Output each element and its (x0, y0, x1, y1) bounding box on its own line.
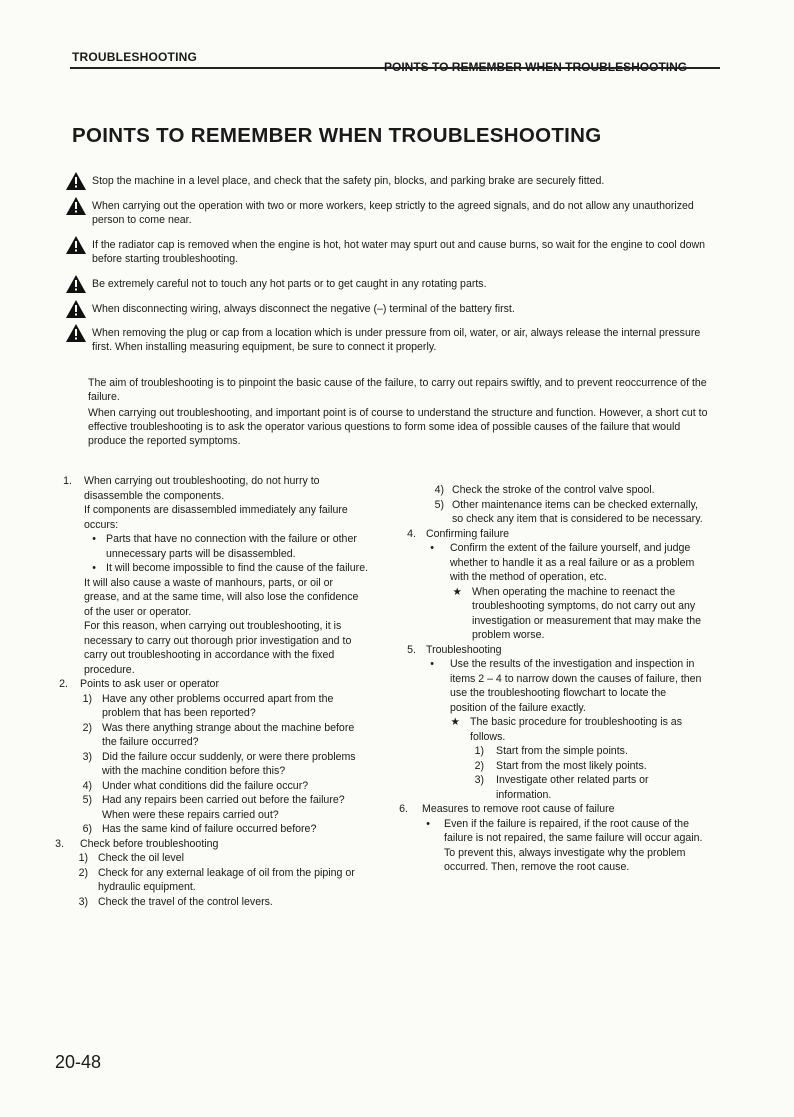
list-text: Have any other problems occurred apart from the problem that has been reported? (102, 692, 334, 719)
list-item (58, 866, 370, 895)
warning-text: When removing the plug or cap from a location which is under pressure from oil, water, or air, always release the internal pressure first. When installing measuring equipment, be sure to connect it properly. (92, 327, 701, 353)
list-item (400, 657, 704, 715)
list-item (58, 793, 370, 808)
bullet-marker: • (430, 658, 434, 670)
warning-text: If the radiator cap is removed when the engine is hot, hot water may spurt out and cause burns, so wait for the engine to cool down before starting troubleshooting. (92, 239, 706, 265)
list-marker: 1. (63, 475, 72, 487)
list-marker: 5) (82, 794, 92, 806)
list-item (400, 744, 704, 759)
list-marker: 3) (82, 750, 92, 763)
list-marker: 2) (82, 721, 92, 734)
star-note-icon: ★ (452, 585, 462, 598)
list-text: Confirm the extent of the failure yourself, and judge whether to handle it as a real failure or as a problem with the method of operation, etc. (450, 542, 695, 583)
warning-text: When carrying out the operation with two or more workers, keep strictly to the agreed signals, and do not allow any unauthorized person to come near. (92, 200, 694, 226)
list-item (400, 483, 704, 498)
list-item (58, 692, 370, 721)
star-note-icon: ★ (450, 716, 460, 728)
list-item (58, 895, 370, 910)
warning-item (66, 199, 716, 227)
list-marker: 5. (407, 643, 416, 656)
list-marker: 3. (55, 837, 64, 850)
left-column (55, 474, 370, 909)
header-section-label: TROUBLESHOOTING (72, 50, 197, 64)
list-item (400, 817, 704, 846)
list-item (58, 750, 370, 779)
list-item (58, 532, 370, 561)
list-marker: 5) (434, 498, 444, 511)
list-item (58, 561, 370, 576)
list-marker: 4) (82, 779, 92, 792)
list-text: Points to ask user or operator (80, 678, 219, 690)
list-item (400, 773, 704, 802)
list-item (400, 527, 704, 542)
list-text: Confirming failure (426, 527, 510, 540)
list-text: When carrying out troubleshooting, do not hurry to disassemble the components. (84, 475, 320, 502)
list-item (58, 822, 370, 837)
list-text: For this reason, when carrying out troubleshooting, it is necessary to carry out thorough prior investigation and to carry out troubleshooting in accordance with the fixed procedure. (84, 620, 352, 676)
warning-triangle-icon (66, 197, 86, 215)
list-item (58, 619, 370, 677)
list-text: Has the same kind of failure occurred before? (102, 823, 317, 835)
page-title: POINTS TO REMEMBER WHEN TROUBLESHOOTING (72, 124, 602, 147)
list-item (58, 808, 370, 823)
warning-item (66, 174, 716, 188)
list-item (58, 779, 370, 794)
list-marker: 1) (82, 692, 92, 705)
warning-text: When disconnecting wiring, always disconnect the negative (–) terminal of the battery first. (92, 303, 515, 315)
list-marker: 2) (474, 759, 484, 772)
warning-triangle-icon (66, 236, 86, 254)
list-marker: 3) (474, 774, 484, 786)
list-item (400, 498, 704, 527)
list-text: When were these repairs carried out? (102, 808, 279, 821)
list-text: Check for any external leakage of oil from the piping or hydraulic equipment. (98, 866, 355, 893)
list-marker: 1) (78, 852, 88, 864)
list-text: It will also cause a waste of manhours, parts, or oil or grease, and at the same time, will also lose the confidence of the user or operator. (84, 576, 359, 618)
list-text: The basic procedure for troubleshooting is as follows. (470, 716, 682, 743)
bullet-marker: • (426, 817, 430, 830)
bullet-marker: • (430, 542, 434, 554)
list-text: Check the travel of the control levers. (98, 895, 273, 908)
list-text: Check before troubleshooting (80, 837, 219, 850)
list-marker: 2. (59, 678, 68, 690)
list-text: When operating the machine to reenact the troubleshooting symptoms, do not carry out any investigation or measurement that may make the problem worse. (472, 585, 702, 641)
list-text: If components are disassembled immediately any failure occurs: (84, 504, 348, 531)
warning-triangle-icon (66, 324, 86, 342)
list-marker: 6) (82, 823, 92, 835)
list-text: Troubleshooting (426, 643, 502, 656)
list-marker: 3) (78, 895, 88, 908)
warning-triangle-icon (66, 275, 86, 293)
list-text: Check the stroke of the control valve spool. (452, 484, 655, 496)
bullet-marker: • (92, 533, 96, 545)
list-item (400, 802, 704, 817)
list-text: Check the oil level (98, 852, 184, 864)
list-item (400, 541, 704, 585)
header-divider (70, 67, 720, 69)
warning-triangle-icon (66, 172, 86, 190)
list-marker: 4. (407, 527, 416, 540)
list-item (400, 846, 704, 875)
list-item (400, 585, 704, 643)
list-item (58, 503, 370, 532)
list-text: Other maintenance items can be checked externally, so check any item that is considered to be necessary. (452, 498, 703, 525)
list-item (58, 474, 370, 503)
list-marker: 2) (78, 866, 88, 879)
warning-item (66, 238, 716, 266)
intro-paragraph: The aim of troubleshooting is to pinpoint the basic cause of the failure, to carry out repairs swiftly, and to prevent reoccurrence of the failure. (88, 377, 707, 403)
list-marker: 6. (399, 803, 408, 815)
list-item (400, 715, 704, 744)
list-text: Use the results of the investigation and inspection in items 2 – 4 to narrow down the causes of failure, then use the troubleshooting flowchart to locate the position of the failure exactly. (450, 658, 702, 714)
list-item (58, 677, 370, 692)
list-marker: 1) (474, 745, 484, 757)
list-item (58, 851, 370, 866)
list-text: It will become impossible to find the cause of the failure. (106, 562, 369, 574)
list-item (58, 576, 370, 620)
intro-paragraph: When carrying out troubleshooting, and important point is of course to understand the structure and function. However, a short cut to effective troubleshooting is to ask the operator various questions to form some idea of possible causes of the failure that would produce the reported symptoms. (88, 407, 708, 447)
page-number: 20-48 (55, 1052, 102, 1072)
list-text: Had any repairs been carried out before the failure? (102, 794, 345, 806)
right-column (400, 483, 704, 875)
warning-text: Be extremely careful not to touch any hot parts or to get caught in any rotating parts. (92, 278, 487, 290)
bullet-marker: • (92, 562, 96, 574)
list-item (58, 721, 370, 750)
warning-item (66, 277, 716, 291)
list-text: To prevent this, always investigate why the problem occurred. Then, remove the root cause. (444, 846, 686, 873)
list-item (400, 643, 704, 658)
list-text: Parts that have no connection with the failure or other unnecessary parts will be disassembled. (106, 533, 357, 560)
warning-triangle-icon (66, 300, 86, 318)
list-text: Under what conditions did the failure occur? (102, 779, 309, 792)
warning-text: Stop the machine in a level place, and check that the safety pin, blocks, and parking brake are securely fitted. (92, 175, 605, 187)
list-text: Start from the most likely points. (496, 759, 647, 772)
warning-item (66, 302, 716, 316)
list-text: Start from the simple points. (496, 745, 628, 757)
list-item (55, 837, 370, 852)
list-text: Investigate other related parts or information. (496, 774, 649, 801)
list-text: Was there anything strange about the machine before the failure occurred? (102, 721, 355, 748)
warning-item (66, 326, 716, 354)
list-text: Measures to remove root cause of failure (422, 803, 615, 815)
list-text: Even if the failure is repaired, if the root cause of the failure is not repaired, the same failure will occur again. (444, 817, 703, 844)
list-text: Did the failure occur suddenly, or were there problems with the machine condition before this? (102, 750, 356, 777)
list-marker: 4) (434, 484, 444, 496)
list-item (400, 759, 704, 774)
